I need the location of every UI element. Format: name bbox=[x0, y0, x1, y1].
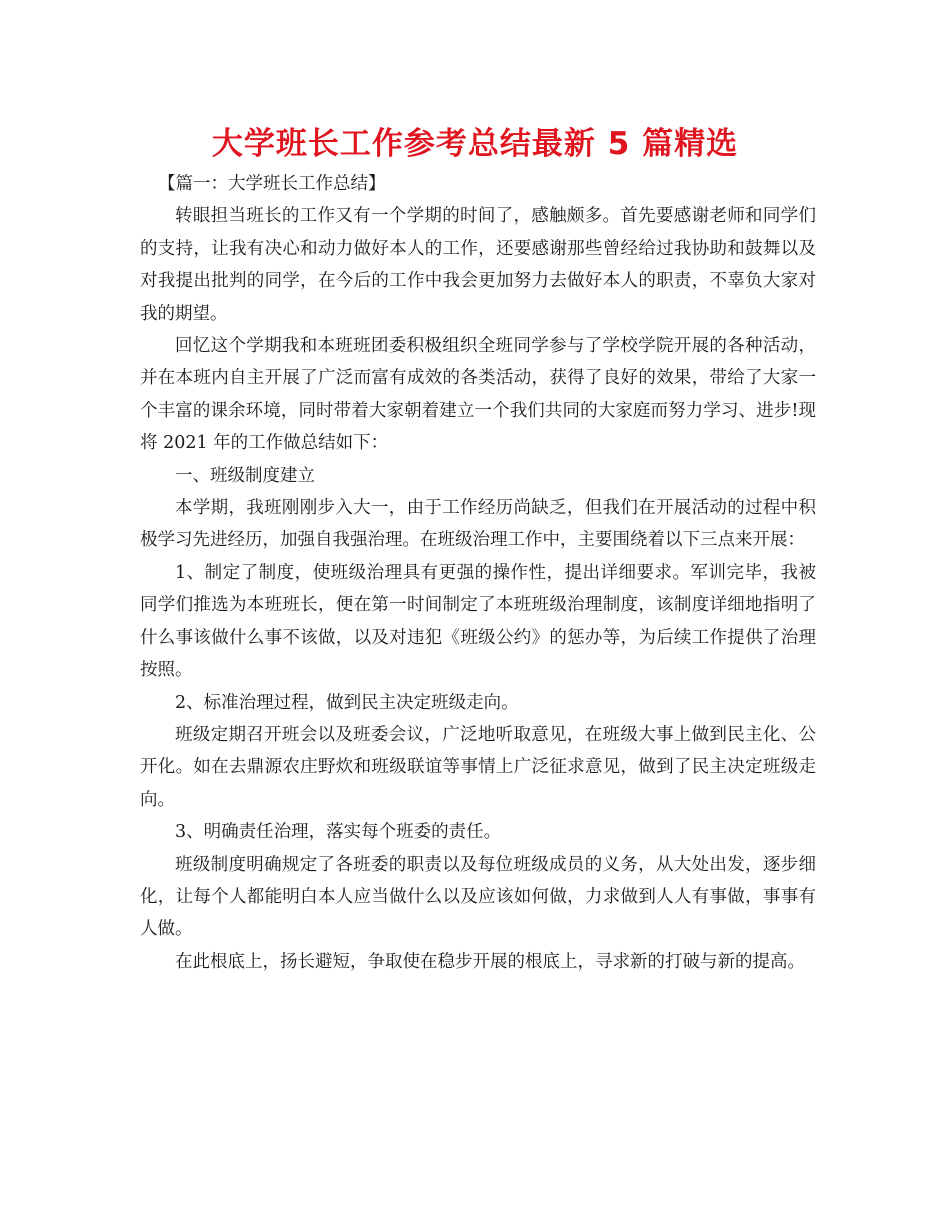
document-body bbox=[140, 168, 816, 978]
document-title: 大学班长工作参考总结最新 5 篇精选 bbox=[211, 126, 739, 162]
paragraph: 本学期，我班刚刚步入大一，由于工作经历尚缺乏，但我们在开展活动的过程中积极学习先进经历，加强自我强治理。在班级治理工作中，主要围绕着以下三点来开展： bbox=[140, 498, 816, 551]
subheading: 一、班级制度建立 bbox=[175, 465, 315, 486]
paragraph: 在此根底上，扬长避短，争取使在稳步开展的根底上，寻求新的打破与新的提高。 bbox=[175, 951, 805, 972]
paragraph: 回忆这个学期我和本班班团委积极组织全班同学参与了学校学院开展的各种活动，并在本班内自主开展了广泛而富有成效的各类活动，获得了良好的效果，带给了大家一个丰富的课余环境，同时带着大家朝着建立一个我们共同的大家庭而努力学习、进步!现将 2021 年的工作做总结如下： bbox=[140, 336, 816, 454]
subheading: 3、明确责任治理，落实每个班委的责任。 bbox=[175, 822, 502, 843]
paragraph: 班级定期召开班会以及班委会议，广泛地听取意见，在班级大事上做到民主化、公开化。如在去鼎源农庄野炊和班级联谊等事情上广泛征求意见，做到了民主决定班级走向。 bbox=[140, 724, 816, 810]
paragraph: 转眼担当班长的工作又有一个学期的时间了，感触颇多。首先要感谢老师和同学们的支持，让我有决心和动力做好本人的工作，还要感谢那些曾经给过我协助和鼓舞以及对我提出批判的同学，在今后的工作中我会更加努力去做好本人的职责，不辜负大家对我的期望。 bbox=[140, 206, 816, 324]
paragraph: 班级制度明确规定了各班委的职责以及每位班级成员的义务，从大处出发，逐步细化，让每个人都能明白本人应当做什么以及应该如何做，力求做到人人有事做，事事有人做。 bbox=[140, 854, 816, 940]
subheading: 2、标准治理过程，做到民主决定班级走向。 bbox=[175, 692, 519, 713]
paragraph: 1、制定了制度，使班级治理具有更强的操作性，提出详细要求。军训完毕，我被同学们推选为本班班长，便在第一时间制定了本班班级治理制度，该制度详细地指明了什么事该做什么事不该做，以及对违犯《班级公约》的惩办等，为后续工作提供了治理按照。 bbox=[140, 562, 816, 681]
section-heading: 【篇一：大学班长工作总结】 bbox=[158, 174, 386, 194]
